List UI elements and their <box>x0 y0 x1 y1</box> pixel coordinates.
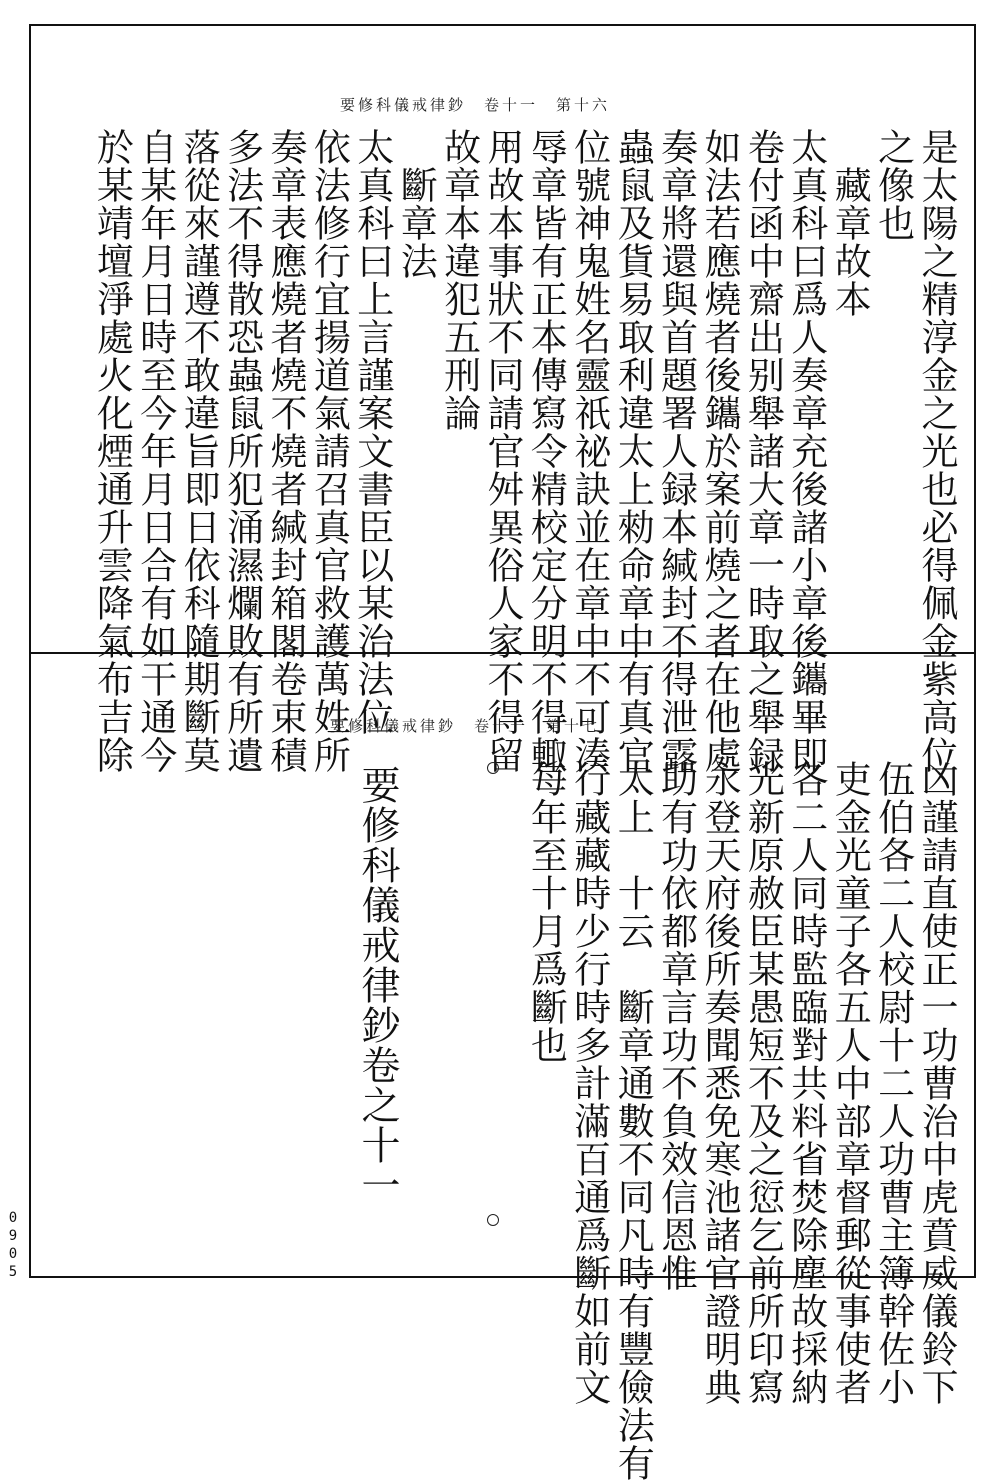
circle-marker <box>487 1214 499 1226</box>
bottom-column: 行藏藏時少行時多計滿百通爲斷如前文 <box>567 760 611 1406</box>
page-number: 0905 <box>5 1210 21 1282</box>
top-column: 奏章將還與首題署人録本緘封不得泄露 <box>654 128 698 774</box>
top-column: 奏章表應燒者燒不燒者緘封箱閣卷束積 <box>264 128 307 774</box>
top-column: 卷付函中齋出别舉諸大章一時取之舉録 <box>741 128 785 774</box>
bottom-column: 各二人同時監臨對共料省焚除塵故採納 <box>784 760 828 1406</box>
bottom-column: 每年至十月爲斷也 <box>524 760 568 1064</box>
top-column: 之像也 <box>871 128 915 242</box>
top-column: 落從來謹遵不敢違旨即日依科隨期斷莫 <box>177 128 221 774</box>
bottom-column: 太上 十云 斷章通數不同凡時有豐儉法有 <box>611 760 655 1482</box>
top-column: 故章本違犯五刑論 <box>437 128 481 432</box>
bottom-column: 助有功依都章言功不負效信恩惟 <box>654 760 698 1292</box>
top-column: 於某靖壇淨處火化煙通升雲降氣布吉除 <box>90 128 134 774</box>
top-column: 太真科曰爲人奏章充後諸小章後鑴畢即 <box>784 128 828 774</box>
top-column: 自某年月日時至今年月日合有如干通今 <box>133 128 177 774</box>
bottom-column: 永登天府後所奏聞悉免寒池諸官證明典 <box>698 760 741 1406</box>
bottom-column: 光新原赦臣某愚短不及之愆乞前所印寫 <box>741 760 785 1406</box>
top-column: 依法修行宜揚道氣請召真官救護萬姓所 <box>307 128 351 774</box>
bottom-column: 凶謹請直使正一功曹治中虎賁威儀鈴下 <box>915 760 958 1406</box>
volume-end-title: 要修科儀戒律鈔卷之十一 <box>355 765 400 1205</box>
top-running-header: 要修科儀戒律鈔 卷十一 第十六 <box>340 96 611 114</box>
top-column: 藏章故本 <box>828 128 872 318</box>
circle-marker <box>487 762 499 774</box>
top-column: 辱章皆有正本傳寫令精校定分明不得輙 <box>524 128 568 774</box>
circle-marker <box>502 140 514 152</box>
top-column: 太真科曰上言謹案文書臣以某治法位 <box>350 128 394 736</box>
top-column: 是太陽之精淳金之光也必得佩金紫高位 <box>915 128 958 774</box>
bottom-column: 吏金光童子各五人中部章督郵從事使者 <box>828 760 872 1406</box>
bottom-running-header: 要修科儀戒律鈔 卷十一 第十七 <box>330 717 601 735</box>
bottom-column: 伍伯各二人校尉十二人功曹主簿幹佐小 <box>871 760 915 1406</box>
top-column: 用故本事狀不同請官舛異俗人家不得留 <box>481 128 524 774</box>
top-column: 斷章法 <box>394 128 438 280</box>
top-column: 位號神鬼姓名靈祇祕訣並在章中不可湊 <box>567 128 611 774</box>
top-column: 多法不得散恐蟲鼠所犯涌濕爛敗有所遺 <box>220 128 264 774</box>
top-column: 如法若應燒者後鑴於案前燒之者在他處 <box>698 128 741 774</box>
top-column: 蟲鼠及貨易取利違太上勑命章中有真官 <box>611 128 655 774</box>
